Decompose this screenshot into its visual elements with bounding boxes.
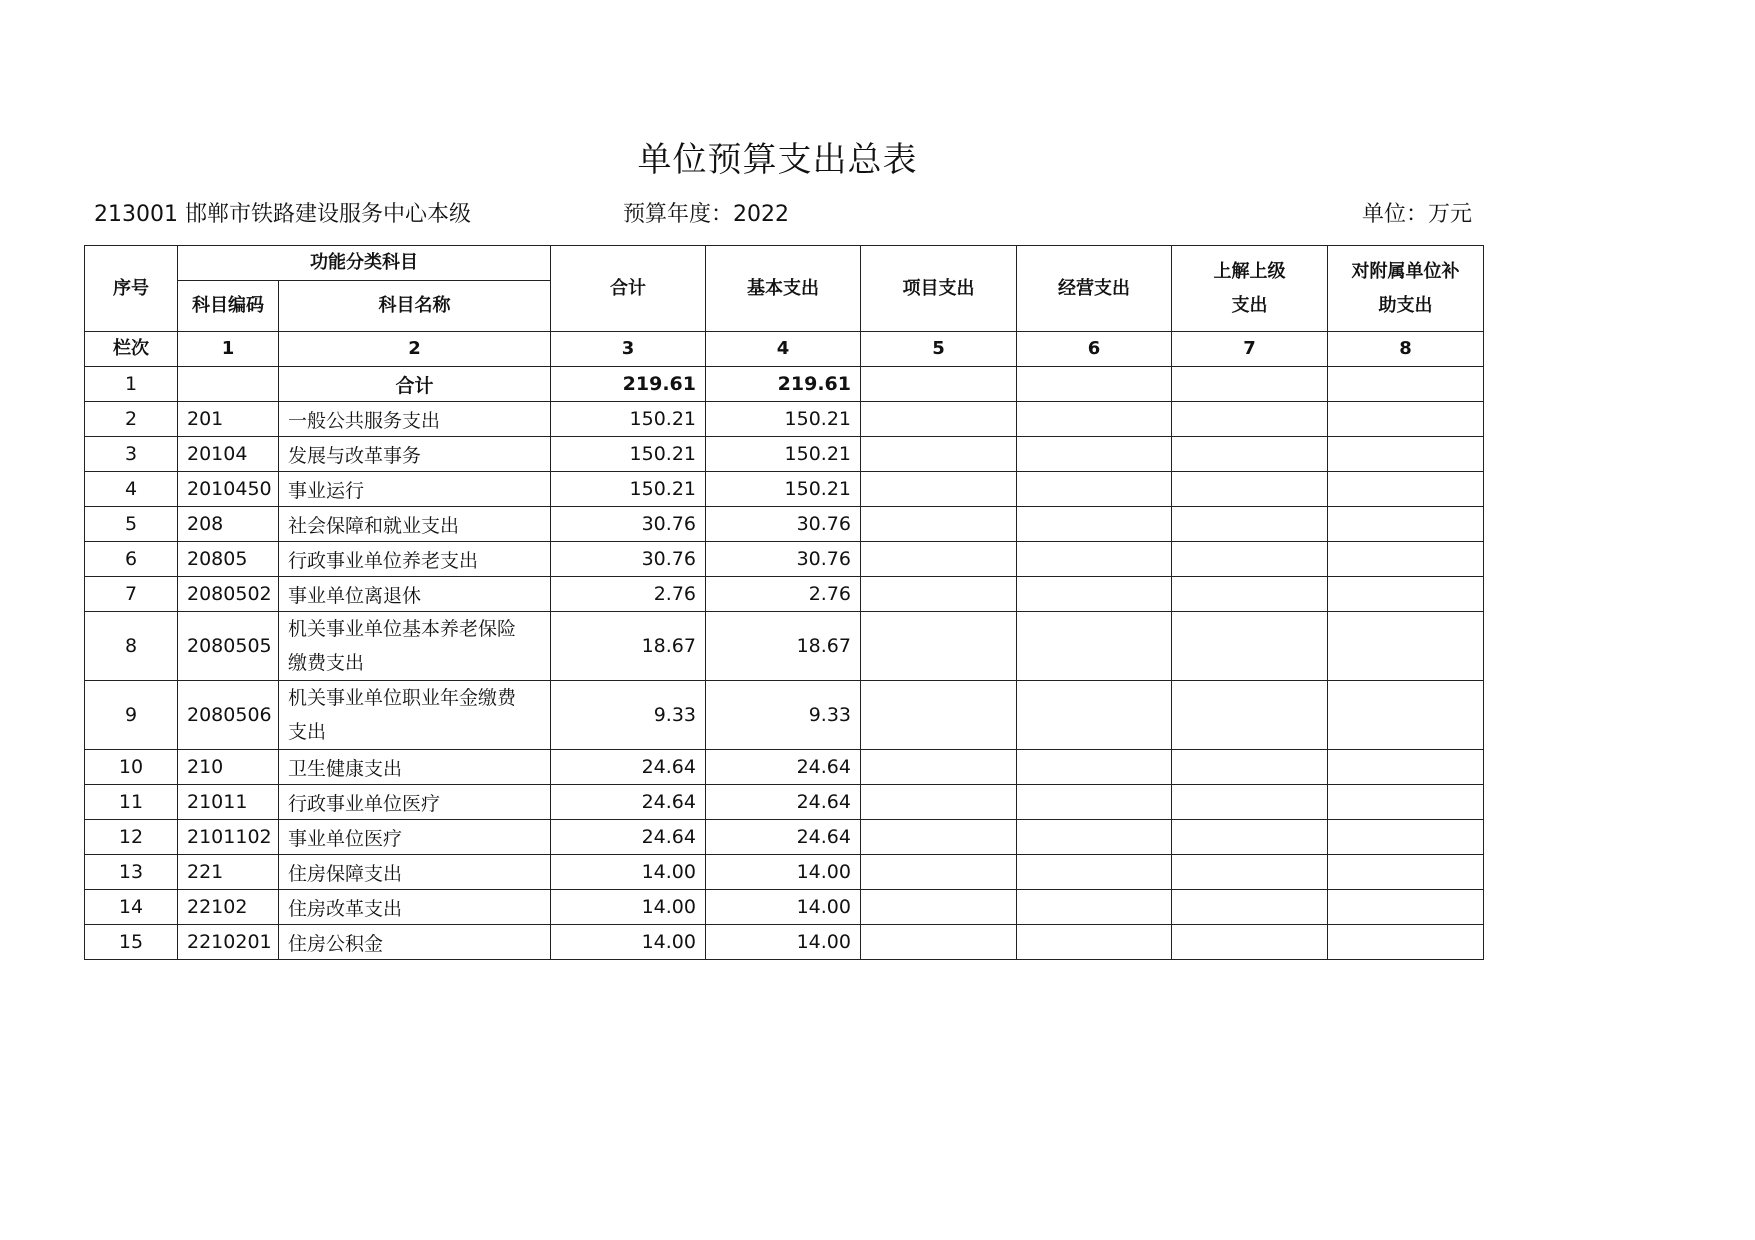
cell-operating [1017, 367, 1172, 402]
header-upper-remit [1172, 246, 1328, 332]
cell-upper [1172, 507, 1328, 542]
cell-basic: 14.00 [706, 855, 861, 890]
cell-seq: 5 [85, 507, 178, 542]
cell-seq: 1 [85, 367, 178, 402]
cell-name: 合计 [279, 367, 551, 402]
cell-name: 机关事业单位基本养老保险缴费支出 [279, 612, 551, 681]
cell-project [861, 750, 1017, 785]
cell-basic: 24.64 [706, 820, 861, 855]
cell-project [861, 577, 1017, 612]
cell-name: 发展与改革事务 [279, 437, 551, 472]
cell-project [861, 820, 1017, 855]
cell-upper [1172, 925, 1328, 960]
header-seq: 序号 [85, 246, 178, 332]
cell-basic: 150.21 [706, 402, 861, 437]
cell-seq: 3 [85, 437, 178, 472]
cell-total: 219.61 [551, 367, 706, 402]
cell-name: 住房公积金 [279, 925, 551, 960]
cell-basic: 30.76 [706, 542, 861, 577]
cell-upper [1172, 472, 1328, 507]
cell-subsidy [1328, 367, 1484, 402]
cell-upper [1172, 402, 1328, 437]
lane-number-row [85, 332, 1484, 367]
cell-total: 2.76 [551, 577, 706, 612]
cell-name: 住房保障支出 [279, 855, 551, 890]
cell-code: 22102 [178, 890, 279, 925]
cell-operating [1017, 437, 1172, 472]
lane-cell: 2 [279, 332, 551, 367]
unit-name-label: 213001 邯郸市铁路建设服务中心本级 [94, 202, 471, 227]
cell-total: 18.67 [551, 612, 706, 681]
cell-total: 150.21 [551, 437, 706, 472]
cell-name: 事业运行 [279, 472, 551, 507]
cell-name: 卫生健康支出 [279, 750, 551, 785]
page-title: 单位预算支出总表 [637, 140, 918, 180]
cell-basic: 2.76 [706, 577, 861, 612]
cell-upper [1172, 890, 1328, 925]
header-basic: 基本支出 [706, 246, 861, 332]
cell-upper [1172, 577, 1328, 612]
cell-operating [1017, 542, 1172, 577]
budget-year-label: 预算年度：2022 [623, 202, 789, 227]
cell-name: 机关事业单位职业年金缴费支出 [279, 681, 551, 750]
table-row-total [85, 367, 1484, 402]
cell-total: 150.21 [551, 472, 706, 507]
cell-name: 住房改革支出 [279, 890, 551, 925]
header-category-group: 功能分类科目 [178, 246, 551, 281]
table-row [85, 855, 1484, 890]
cell-subsidy [1328, 577, 1484, 612]
cell-project [861, 437, 1017, 472]
cell-basic: 219.61 [706, 367, 861, 402]
cell-total: 30.76 [551, 507, 706, 542]
cell-code: 2080505 [178, 612, 279, 681]
cell-operating [1017, 890, 1172, 925]
cell-basic: 150.21 [706, 437, 861, 472]
cell-seq: 6 [85, 542, 178, 577]
cell-project [861, 890, 1017, 925]
header-operating: 经营支出 [1017, 246, 1172, 332]
cell-subsidy [1328, 681, 1484, 750]
cell-code: 2210201 [178, 925, 279, 960]
cell-subsidy [1328, 472, 1484, 507]
cell-seq: 2 [85, 402, 178, 437]
cell-name: 一般公共服务支出 [279, 402, 551, 437]
cell-code: 2080506 [178, 681, 279, 750]
table-row [85, 750, 1484, 785]
header-project: 项目支出 [861, 246, 1017, 332]
lane-cell: 1 [178, 332, 279, 367]
cell-operating [1017, 750, 1172, 785]
table-row [85, 402, 1484, 437]
cell-project [861, 367, 1017, 402]
table-row [85, 820, 1484, 855]
table-row [85, 542, 1484, 577]
cell-seq: 12 [85, 820, 178, 855]
cell-upper [1172, 612, 1328, 681]
cell-code: 2101102 [178, 820, 279, 855]
cell-operating [1017, 785, 1172, 820]
cell-name: 社会保障和就业支出 [279, 507, 551, 542]
lane-cell: 4 [706, 332, 861, 367]
cell-code: 208 [178, 507, 279, 542]
cell-subsidy [1328, 402, 1484, 437]
cell-subsidy [1328, 890, 1484, 925]
cell-code: 2080502 [178, 577, 279, 612]
cell-project [861, 472, 1017, 507]
cell-subsidy [1328, 855, 1484, 890]
lane-cell: 5 [861, 332, 1017, 367]
cell-seq: 14 [85, 890, 178, 925]
cell-upper [1172, 750, 1328, 785]
currency-unit-label: 单位：万元 [1361, 202, 1472, 227]
header-subsidy [1328, 246, 1484, 332]
cell-basic: 30.76 [706, 507, 861, 542]
cell-code: 20805 [178, 542, 279, 577]
table-row [85, 925, 1484, 960]
cell-total: 30.76 [551, 542, 706, 577]
cell-subsidy [1328, 785, 1484, 820]
cell-project [861, 855, 1017, 890]
cell-seq: 11 [85, 785, 178, 820]
cell-project [861, 785, 1017, 820]
cell-code: 221 [178, 855, 279, 890]
cell-seq: 4 [85, 472, 178, 507]
cell-project [861, 402, 1017, 437]
lane-cell: 7 [1172, 332, 1328, 367]
cell-upper [1172, 437, 1328, 472]
cell-total: 9.33 [551, 681, 706, 750]
cell-project [861, 681, 1017, 750]
lane-cell: 栏次 [85, 332, 178, 367]
table-row [85, 785, 1484, 820]
cell-seq: 13 [85, 855, 178, 890]
cell-project [861, 507, 1017, 542]
cell-operating [1017, 855, 1172, 890]
cell-basic: 24.64 [706, 785, 861, 820]
table-row [85, 472, 1484, 507]
header-name: 科目名称 [279, 281, 551, 332]
cell-upper [1172, 820, 1328, 855]
cell-code: 2010450 [178, 472, 279, 507]
table-row [85, 437, 1484, 472]
cell-name: 行政事业单位养老支出 [279, 542, 551, 577]
cell-name: 事业单位离退休 [279, 577, 551, 612]
cell-operating [1017, 507, 1172, 542]
cell-basic: 9.33 [706, 681, 861, 750]
cell-subsidy [1328, 750, 1484, 785]
cell-seq: 8 [85, 612, 178, 681]
cell-upper [1172, 542, 1328, 577]
cell-operating [1017, 577, 1172, 612]
cell-total: 150.21 [551, 402, 706, 437]
cell-name: 行政事业单位医疗 [279, 785, 551, 820]
table-row [85, 681, 1484, 750]
cell-upper [1172, 855, 1328, 890]
cell-name: 事业单位医疗 [279, 820, 551, 855]
cell-seq: 15 [85, 925, 178, 960]
cell-total: 24.64 [551, 820, 706, 855]
cell-upper [1172, 367, 1328, 402]
cell-operating [1017, 820, 1172, 855]
cell-subsidy [1328, 612, 1484, 681]
cell-operating [1017, 402, 1172, 437]
cell-operating [1017, 612, 1172, 681]
cell-basic: 18.67 [706, 612, 861, 681]
cell-code: 201 [178, 402, 279, 437]
header-subsidy-line1: 对附属单位补 [1351, 260, 1460, 282]
cell-total: 24.64 [551, 785, 706, 820]
cell-project [861, 925, 1017, 960]
cell-code [178, 367, 279, 402]
cell-code: 210 [178, 750, 279, 785]
table-row [85, 890, 1484, 925]
cell-code: 20104 [178, 437, 279, 472]
cell-basic: 24.64 [706, 750, 861, 785]
header-total: 合计 [551, 246, 706, 332]
lane-cell: 6 [1017, 332, 1172, 367]
cell-basic: 14.00 [706, 890, 861, 925]
cell-subsidy [1328, 437, 1484, 472]
header-upper-remit-line1: 上解上级 [1213, 260, 1286, 282]
cell-basic: 14.00 [706, 925, 861, 960]
cell-seq: 7 [85, 577, 178, 612]
cell-operating [1017, 925, 1172, 960]
table-row [85, 612, 1484, 681]
cell-total: 14.00 [551, 925, 706, 960]
cell-seq: 10 [85, 750, 178, 785]
cell-total: 24.64 [551, 750, 706, 785]
cell-project [861, 542, 1017, 577]
header-upper-remit-line2: 支出 [1231, 294, 1268, 316]
budget-expenditure-table [84, 245, 1484, 960]
cell-seq: 9 [85, 681, 178, 750]
cell-upper [1172, 681, 1328, 750]
cell-basic: 150.21 [706, 472, 861, 507]
cell-upper [1172, 785, 1328, 820]
cell-subsidy [1328, 542, 1484, 577]
header-subsidy-line2: 助支出 [1378, 294, 1433, 316]
cell-subsidy [1328, 507, 1484, 542]
cell-code: 21011 [178, 785, 279, 820]
cell-operating [1017, 681, 1172, 750]
cell-subsidy [1328, 820, 1484, 855]
header-code: 科目编码 [178, 281, 279, 332]
cell-operating [1017, 472, 1172, 507]
lane-cell: 3 [551, 332, 706, 367]
cell-total: 14.00 [551, 890, 706, 925]
lane-cell: 8 [1328, 332, 1484, 367]
table-row [85, 577, 1484, 612]
cell-subsidy [1328, 925, 1484, 960]
cell-total: 14.00 [551, 855, 706, 890]
table-row [85, 507, 1484, 542]
cell-project [861, 612, 1017, 681]
